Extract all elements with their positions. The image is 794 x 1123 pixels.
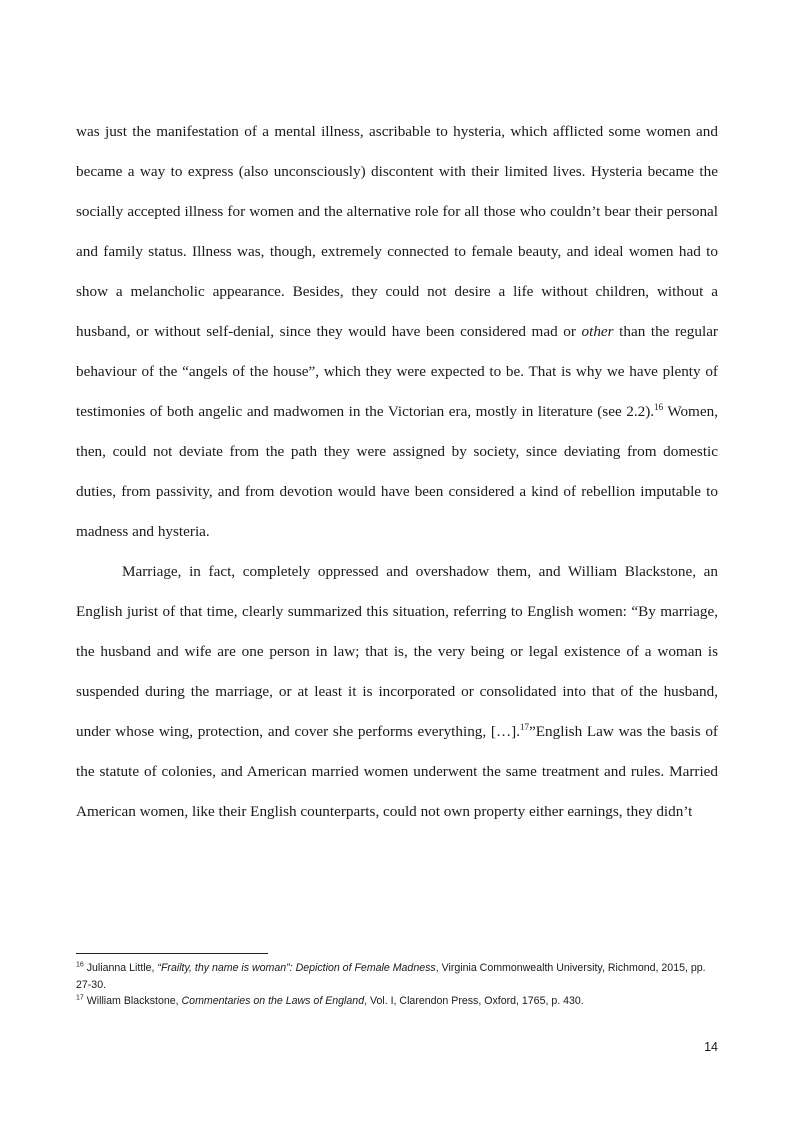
footnote-number: 16: [76, 961, 84, 969]
page-number: 14: [704, 1040, 718, 1054]
paragraph-text: Women, then, could not deviate from the path they were assigned by society, since deviating from domestic duties, from passivity, and from devotion would have been considered a kind of rebellion imputable to madness and hysteria.: [76, 403, 718, 540]
paragraph-text: ”English Law was the basis of the statute of colonies, and American married women underwent the same treatment and rules. Married American women, like their English counterparts, could not own property either earnings, they didn’t: [76, 723, 718, 820]
footnote: [76, 960, 718, 993]
footnote-title: “Frailty, thy name is woman”: Depiction of Female Madness: [157, 962, 436, 974]
paragraph-text: Marriage, in fact, completely oppressed and overshadow them, and William Blackstone, an English jurist of that time, clearly summarized this situation, referring to English women: “By marriage, the husband and wife are one person in law; that is, the very being or legal existence of a woman is suspended during the marriage, or at least it is incorporated or consolidated into that of the husband, under whose wing, protection, and cover she performs everything, […].: [76, 563, 718, 740]
footnotes: [76, 960, 718, 1010]
paragraph-text: was just the manifestation of a mental illness, ascribable to hysteria, which afflicted some women and became a way to express (also unconsciously) discontent with their limited lives. Hysteria became the socially accepted illness for women and the alternative role for all those who couldn’t bear their personal and family status. Illness was, though, extremely connected to female beauty, and ideal women had to show a melancholic appearance. Besides, they could not desire a life without children, without a husband, or without self-denial, since they would have been considered mad or: [76, 123, 718, 340]
body-text: [76, 112, 718, 832]
paragraph-text: than the regular behaviour of the “angels of the house”, which they were expected to be. That is why we have plenty of testimonies of both angelic and madwomen in the Victorian era, mostly in literature (see 2.2).: [76, 323, 718, 420]
footnote-reference: 16: [654, 401, 664, 412]
footnote-title: Commentaries on the Laws of England: [181, 995, 365, 1007]
footnote-details: , Virginia Commonwealth University, Richmond, 2015, pp. 27-30.: [76, 962, 706, 991]
footnote-separator: [76, 953, 268, 954]
footnote-author: William Blackstone,: [83, 995, 182, 1007]
paragraph: [76, 552, 718, 832]
footnote-details: , Vol. I, Clarendon Press, Oxford, 1765, p. 430.: [364, 995, 584, 1007]
footnote-number: 17: [76, 994, 84, 1002]
emphasized-word: other: [581, 323, 614, 340]
footnote-author: Julianna Little,: [83, 962, 158, 974]
paragraph: [76, 112, 718, 552]
footnote: [76, 993, 718, 1010]
footnote-reference: 17: [520, 721, 530, 732]
